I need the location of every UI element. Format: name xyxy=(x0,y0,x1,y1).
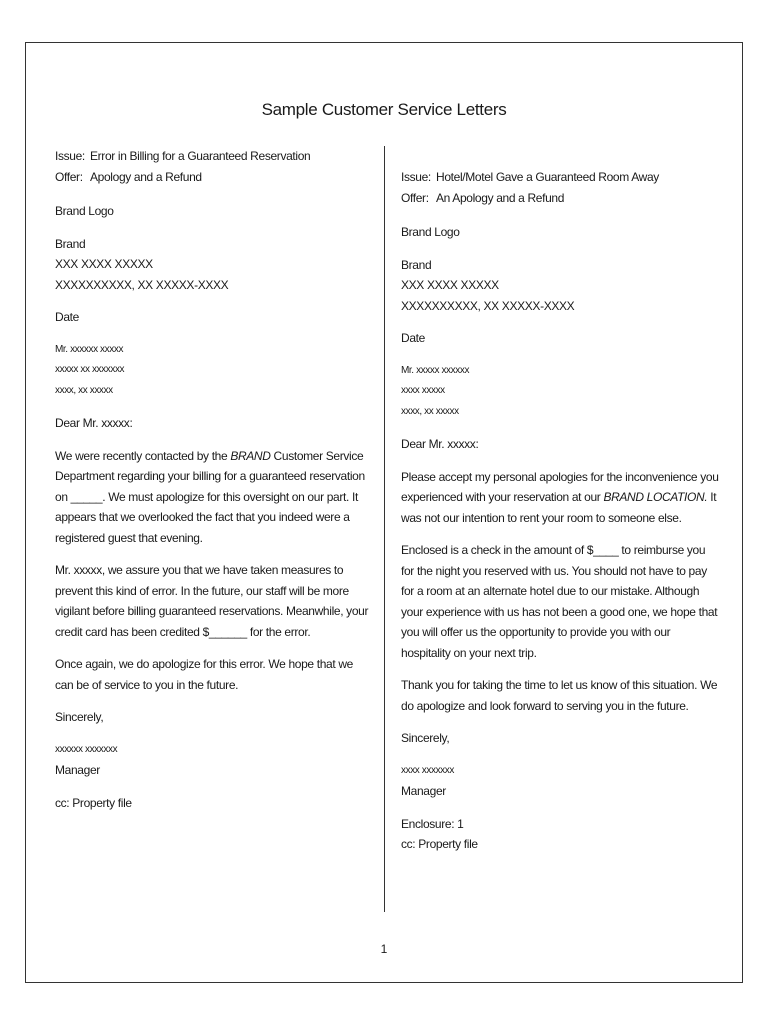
issue-text: Hotel/Motel Gave a Guaranteed Room Away xyxy=(436,170,659,184)
offer-line xyxy=(401,188,719,209)
recipient-address-line-2: xxxx, xx xxxxx xyxy=(401,405,459,417)
paragraph-3: Once again, we do apologize for this error. We hope that we can be of service to you in the future. xyxy=(55,657,353,692)
brand-name: Brand xyxy=(401,257,432,272)
offer-line xyxy=(55,167,373,188)
salutation: Dear Mr. xxxxx: xyxy=(401,437,479,451)
brand-location-placeholder: BRAND LOCATION. xyxy=(603,490,708,504)
brand-name: Brand xyxy=(55,236,86,251)
paragraph-1: Please accept my personal apologies for the inconvenience you experienced with your reservation at our BRAND LOCATION. It was not our intention to rent your room to someone else. xyxy=(401,469,719,525)
letter-date: Date xyxy=(401,331,425,345)
closing: Sincerely, xyxy=(401,731,450,745)
recipient-address-line-1: xxxx xxxxx xyxy=(401,385,445,396)
issue-line xyxy=(55,146,373,167)
recipient-address-line-2: xxxx, xx xxxxx xyxy=(55,384,113,396)
paragraph-2: Enclosed is a check in the amount of $____ to reimburse you for the night you reserved with us. You should not have to pay for a room at an alternate hotel due to our mistake. Although your experience with us has not been a good one, we hope that you will offer us the opportunity to provide you with our hospitality on your next trip. xyxy=(401,543,718,660)
cc-line: cc: Property file xyxy=(401,837,478,851)
paragraph-3: Thank you for taking the time to let us know of this situation. We do apologize and look forward to serving you in the future. xyxy=(401,678,718,713)
offer-text: An Apology and a Refund xyxy=(436,190,565,205)
document-title: Sample Customer Service Letters xyxy=(261,100,507,119)
issue-label: Issue: xyxy=(55,149,85,163)
signer-name: xxxxxx xxxxxxx xyxy=(55,743,118,755)
offer-label: Offer: xyxy=(55,169,83,184)
salutation: Dear Mr. xxxxx: xyxy=(55,416,133,430)
recipient-name: Mr. xxxxx xxxxxx xyxy=(401,364,470,376)
issue-label: Issue: xyxy=(401,170,431,184)
offer-label: Offer: xyxy=(401,190,429,205)
signer-title: Manager xyxy=(55,763,100,777)
closing: Sincerely, xyxy=(55,710,104,724)
brand-address-line-2: XXXXXXXXXX, XX XXXXX-XXXX xyxy=(55,277,229,292)
letter-date: Date xyxy=(55,310,79,324)
signer-title: Manager xyxy=(401,784,446,798)
recipient-name: Mr. xxxxxx xxxxx xyxy=(55,343,124,355)
paragraph-1: We were recently contacted by the BRAND Customer Service Department regarding your billing for a guaranteed reservation on _____. We must apologize for this oversight on our part. It appears that we overlooked the fact that you indeed were a registered guest that evening. xyxy=(55,448,365,545)
brand-address-line-1: XXX XXXX XXXXX xyxy=(401,278,499,292)
issue-line xyxy=(401,167,719,188)
letter-billing-error xyxy=(55,146,373,825)
brand-logo-placeholder: Brand Logo xyxy=(401,225,460,239)
enclosure-line: Enclosure: 1 xyxy=(401,816,464,831)
cc-line: cc: Property file xyxy=(55,795,132,810)
paragraph-2: Mr. xxxxx, we assure you that we have taken measures to prevent this kind of error. In the future, our staff will be more vigilant before billing guaranteed reservations. Meanwhile, your credit card has been credited $______ for the error. xyxy=(55,563,369,639)
page-number: 1 xyxy=(380,942,388,956)
offer-text: Apology and a Refund xyxy=(90,169,202,184)
brand-logo-placeholder: Brand Logo xyxy=(55,204,114,218)
issue-text: Error in Billing for a Guaranteed Reservation xyxy=(90,149,311,163)
brand-placeholder: BRAND xyxy=(230,448,271,463)
recipient-address-line-1: xxxxx xx xxxxxxx xyxy=(55,364,125,375)
letter-room-given-away xyxy=(401,167,719,867)
signer-name: xxxx xxxxxxx xyxy=(401,764,454,776)
brand-address-line-1: XXX XXXX XXXXX xyxy=(55,257,153,271)
column-divider xyxy=(384,146,385,912)
brand-address-line-2: XXXXXXXXXX, XX XXXXX-XXXX xyxy=(401,298,575,313)
